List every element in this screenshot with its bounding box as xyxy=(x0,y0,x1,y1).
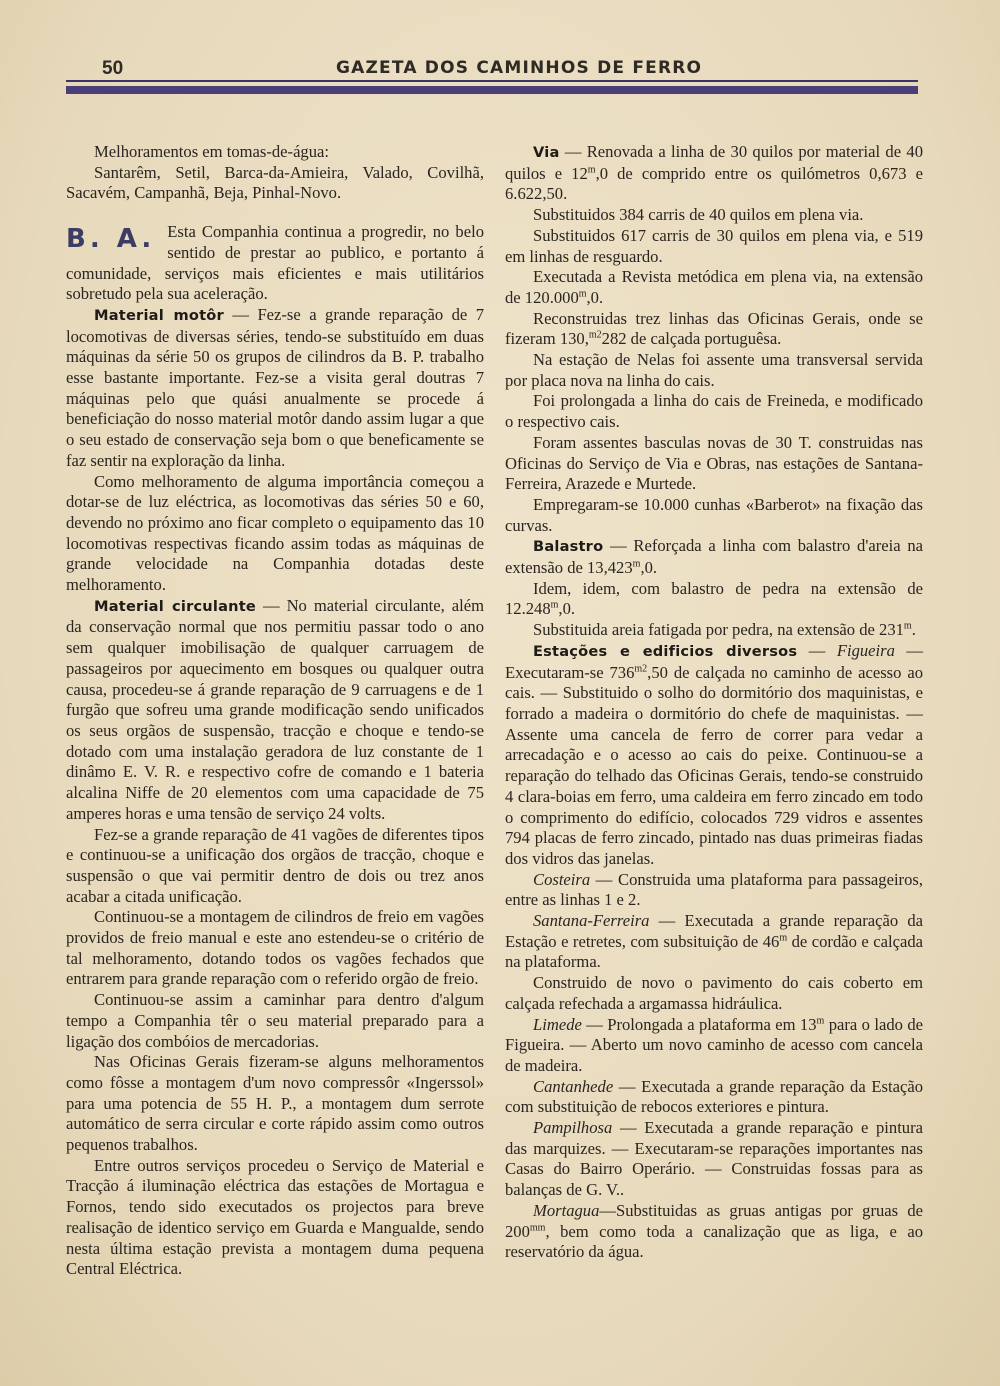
paragraph xyxy=(66,596,484,825)
left-column xyxy=(66,142,484,1280)
paragraph-text: ,0. xyxy=(586,287,604,307)
paragraph: Empregaram-se 10.000 cunhas «Barberot» na fixação das curvas. xyxy=(505,494,923,535)
place-name: Limede xyxy=(533,1014,582,1034)
paragraph-text: — Executada a grande reparação e pintura das marquizes. — Executaram-se reparações importantes nas Casas do Bairro Operário. — Construidas fossas para as balanças de G. V.. xyxy=(505,1118,923,1200)
superscript: m xyxy=(587,164,596,176)
paragraph xyxy=(505,620,923,641)
paragraph: Entre outros serviços procedeu o Serviço de Material e Tracção á iluminação eléctrica das estações de Mortagua e Fornos, tendo sido executados os projectos para breve realisação de identico serviço em Guarda e Mangualde, sendo nesta última estação prevista a montagem duma pequena Central Eléctrica. xyxy=(66,1155,484,1279)
paragraph: Como melhoramento de alguma importância começou a dotar-se de luz eléctrica, as locomotivas das séries 50 e 60, devendo no próximo ano ficar completo o equipamento das 10 locomotivas respectivas ficando assim todas as máquinas de grande velocidade na Companhia dotadas deste melhoramento. xyxy=(66,471,484,595)
paragraph xyxy=(505,1201,923,1263)
paragraph xyxy=(505,267,923,308)
paragraph: Foi prolongada a linha do cais de Freineda, e modificado o respectivo cais. xyxy=(505,391,923,432)
header-rule-thin xyxy=(66,80,918,82)
paragraph xyxy=(505,142,923,205)
paragraph-text: ,0 de comprido entre os quilómetros 0,673 e 6.622,50. xyxy=(505,163,924,204)
paragraph-text: — Construida uma plataforma para passageiros, entre as linhas 1 e 2. xyxy=(505,869,923,910)
place-name: Figueira xyxy=(836,640,895,660)
section-heading: Balastro xyxy=(533,538,604,556)
paragraph-text: ,0. xyxy=(640,558,658,578)
paragraph-text: ,50 de calçada no caminho de acesso ao cais. — Substituido o solho do dormitório dos maquinistas, e forrado a madeira o dormitório do chefe de maquinistas. — Assente uma cancela de ferro de correr para vedar a arrecadação e o acesso ao cais do peixe. Continuou-se a reparação do telhado das Oficinas Gerais, tendo-se construido 4 clara-boias em ferro, uma caldeira em ferro zincado em todo o comprimento do edifício, colocados 729 vidros e assentes 794 placas de ferro zincado, pintado nas duas primeiras fiadas dos vidros das janelas. xyxy=(505,662,924,868)
section-heading: Via xyxy=(533,144,560,161)
paragraph-text: — Executada a grande reparação da Estação com substituição de rebocos exteriores e pintura. xyxy=(505,1076,923,1117)
paragraph: Continuou-se a montagem de cilindros de freio em vagões providos de freio manual e este ano estendeu-se o critério de tal melhoramento, dotando todos os vagões fechados que entrarem para grande reparação com o referido orgão de freio. xyxy=(66,907,484,989)
paragraph-text: Idem, idem, com balastro de pedra na extensão de 12.248 xyxy=(505,578,923,619)
superscript: m xyxy=(578,288,587,300)
journal-title: GAZETA DOS CAMINHOS DE FERRO xyxy=(336,58,703,78)
paragraph: Continuou-se assim a caminhar para dentro d'algum tempo a Companhia têr o seu material preparado para a ligação dos combóios de mercadorias. xyxy=(66,990,484,1051)
superscript: m2 xyxy=(588,329,602,341)
paragraph-text: — Executada a grande reparação da Estação e retretes, com subsituição de 46 xyxy=(505,911,923,951)
superscript: m2 xyxy=(634,663,648,675)
section-heading: Material motôr xyxy=(94,306,224,324)
superscript: m xyxy=(632,558,641,570)
paragraph: Melhoramentos em tomas-de-água: xyxy=(94,142,330,161)
place-name: Mortagua xyxy=(533,1200,600,1220)
header-rule-thick xyxy=(66,86,918,94)
place-name: Costeira xyxy=(533,869,591,889)
paragraph: Construido de novo o pavimento do cais coberto em calçada refechada a argamassa hidráulica. xyxy=(505,973,923,1013)
paragraph xyxy=(505,870,923,911)
section-heading: Estações e edificios diversos xyxy=(533,642,798,660)
superscript: m xyxy=(779,932,788,944)
paragraph-text: , bem como toda a canalização que as liga, e ao reservatório da água. xyxy=(505,1221,923,1262)
place-name: Cantanhede xyxy=(533,1076,614,1096)
paragraph-text: — Executaram-se 736 xyxy=(505,640,924,682)
paragraph-text: de cordão e calçada na plataforma. xyxy=(505,931,923,972)
paragraph xyxy=(505,579,923,620)
paragraph-text: Reconstruidas trez linhas das Oficinas Gerais, onde se fizeram 130, xyxy=(505,308,923,349)
paragraph-text: Executada a Revista metódica em plena via, na extensão de 120.000 xyxy=(505,267,923,307)
paragraph-text: Substituida areia fatigada por pedra, na extensão de 231 xyxy=(533,620,904,640)
paragraph: Substituidos 617 carris de 30 quilos em plena via, e 519 em linhas de resguardo. xyxy=(505,225,923,266)
paragraph-text: ,0. xyxy=(558,599,576,619)
paragraph xyxy=(505,1118,923,1201)
paragraph xyxy=(505,911,923,973)
paragraph-text: — No material circulante, além da conservação normal que nos permitiu passar todo o ano sem qualquer imobilisação de qualquer carruagem de passageiros por aquecimento em bosques ou qualquer outra causa, procedeu-se á grande reparação de 9 carruagens e de 1 furgão que sofreu uma grande modificação sendo unificados os seus orgãos de suspensão, tracção e choque e tendo-se dotado com uma instalação geradora de luz constante de 1 dinâmo E. V. R. e respectivo cofre de comando e 1 bateria alcalina Niffe de 20 elementos com uma capacidade de 75 amperes horas e uma tensão de serviço 24 volts. xyxy=(66,595,484,823)
superscript: m xyxy=(903,620,912,632)
paragraph: Na estação de Nelas foi assente uma transversal servida por placa nova na linha do cais. xyxy=(505,350,923,390)
paragraph: Santarêm, Setil, Barca-da-Amieira, Valado, Covilhã, Sacavém, Campanhã, Beja, Pinhal-Novo. xyxy=(66,162,484,203)
place-name: Pampilhosa xyxy=(533,1118,613,1138)
paragraph xyxy=(66,305,484,472)
paragraph-text: — Fez-se a grande reparação de 7 locomotivas de diversas séries, tendo-se substituído em duas máquinas da série 50 os grupos de cilindros da B. P. trabalho esse bastante importante. Fez-se a visita geral doutras 7 máquinas pelo que quási anualmente se procede á beneficiação do nosso material motôr dando assim lugar a que o seu estado de conservação seja bom o que beneficamente se faz sentir na exploração da linha. xyxy=(66,304,484,470)
paragraph-text: — Renovada a linha de 30 quilos por material de 40 quilos e 12 xyxy=(505,142,923,183)
paragraph-text: — Prolongada a plataforma em 13 xyxy=(581,1014,817,1034)
section-heading: Material circulante xyxy=(94,597,257,615)
paragraph-text: — xyxy=(797,640,837,660)
page-number: 50 xyxy=(102,58,124,79)
paragraph xyxy=(505,1077,923,1118)
spacer xyxy=(66,204,484,222)
paragraph-text: 282 de calçada portuguêsa. xyxy=(601,329,782,349)
paragraph-text: . xyxy=(911,620,916,640)
superscript: m xyxy=(816,1015,825,1026)
paragraph: Foram assentes basculas novas de 30 T. construidas nas Oficinas do Serviço de Via e Obras, nas estações de Santana-Ferreira, Arazede e Murtede. xyxy=(505,432,923,494)
dropcap-initials: B. A. xyxy=(66,224,156,255)
paragraph-text: Esta Companhia continua a progredir, no belo sentido de prestar ao publico, e portanto á comunidade, serviços mais eficientes e mais utilitários sobretudo pela sua aceleração. xyxy=(66,222,484,304)
place-name: Santana-Ferreira xyxy=(533,911,650,931)
superscript: mm xyxy=(529,1222,546,1234)
page-header xyxy=(66,56,918,88)
right-column xyxy=(505,142,923,1263)
paragraph: Fez-se a grande reparação de 41 vagões de diferentes tipos e continuou-se a unificação dos orgãos de tracção, choque e suspensão o que vai permitir dentro de dois ou trez anos acabar a citada unificação. xyxy=(66,824,484,906)
paragraph-text: — Reforçada a linha com balastro d'areia na extensão de 13,423 xyxy=(505,536,923,578)
paragraph-text: para o lado de Figueira. — Aberto um novo caminho de acesso com cancela de madeira. xyxy=(505,1014,923,1075)
paragraph xyxy=(505,309,923,350)
superscript: m xyxy=(550,599,559,611)
paragraph xyxy=(505,641,923,870)
paragraph: Nas Oficinas Gerais fizeram-se alguns melhoramentos como fôsse a montagem d'um novo compressôr «Ingerssol» para uma potencia de 55 H. P., a montagem dum serrote automático de serra circular e corte rápido assim como outros pequenos trabalhos. xyxy=(66,1052,484,1155)
paragraph xyxy=(505,536,923,578)
paragraph-text: —Substituidas as gruas antigas por gruas de 200 xyxy=(505,1200,923,1241)
paragraph: Substituidos 384 carris de 40 quilos em plena via. xyxy=(533,205,864,225)
paragraph xyxy=(505,1015,923,1077)
paragraph xyxy=(66,222,484,305)
